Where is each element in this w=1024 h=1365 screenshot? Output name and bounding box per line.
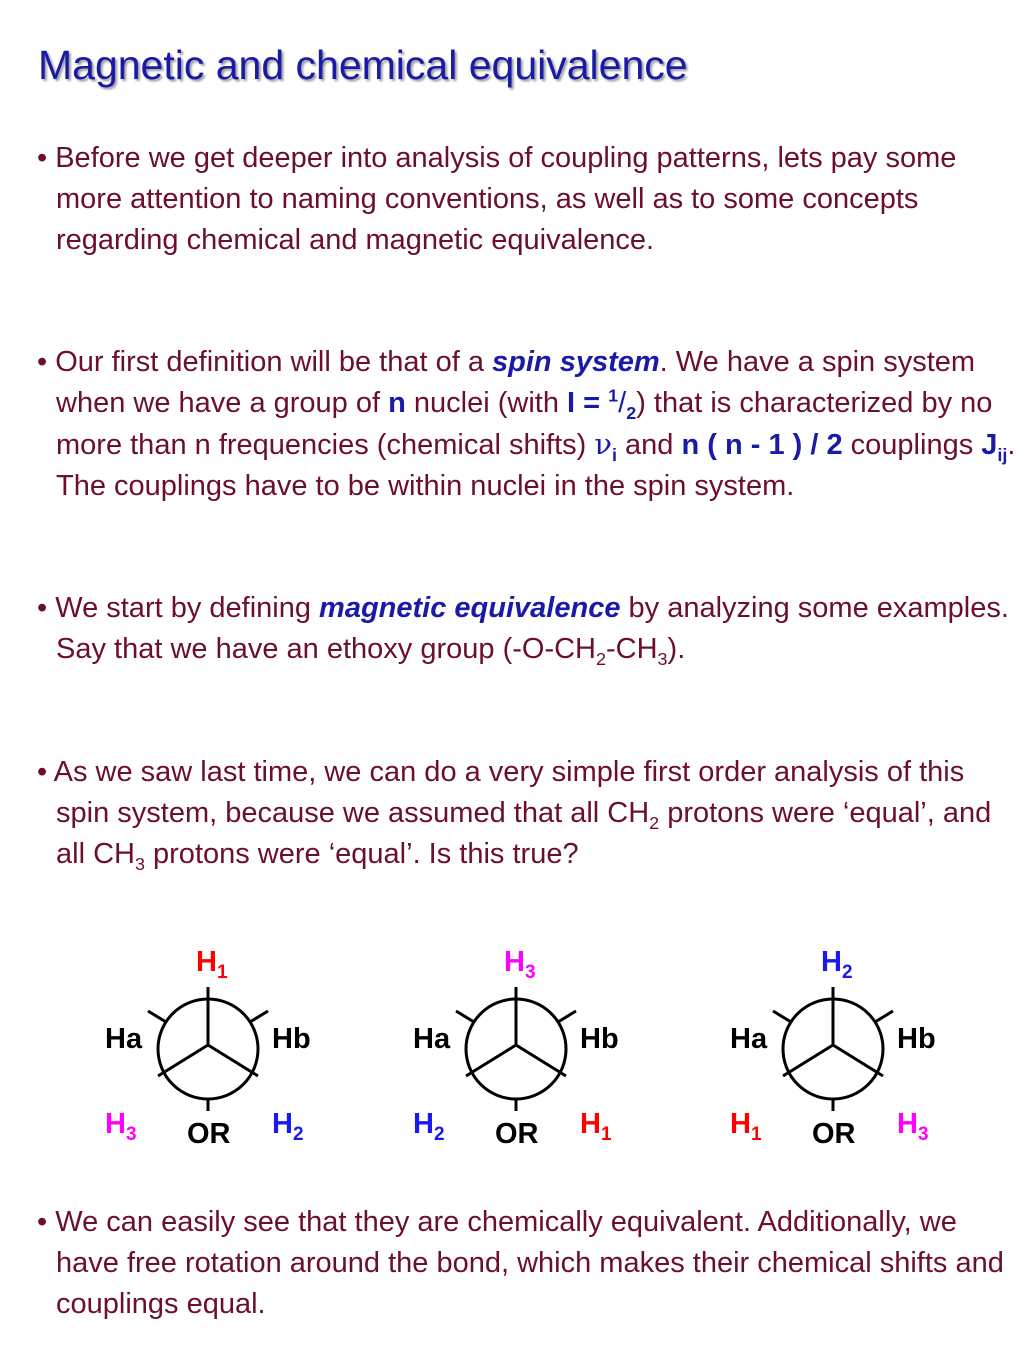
nu-subscript: i xyxy=(611,444,617,465)
newman-projection-1 xyxy=(105,946,311,1150)
label-right-down: $H_2$ xyxy=(272,1108,304,1145)
fraction-slash: / xyxy=(618,387,627,419)
j-subscript: ij xyxy=(997,444,1008,465)
label-bottom: OR xyxy=(812,1118,856,1150)
term-spin-system: spin system xyxy=(492,346,660,378)
bullet: • xyxy=(37,592,48,624)
paragraph-magnetic-equivalence xyxy=(37,588,1016,670)
newman-projection-3 xyxy=(730,946,936,1150)
text-run: and xyxy=(616,429,682,461)
label-top: $H_3$ xyxy=(504,946,536,983)
text-run: protons were ‘equal’. Is this true? xyxy=(144,838,579,870)
paragraph-text: Before we get deeper into analysis of coupling patterns, lets pay some more attention to naming conventions, as well as to some concepts regarding chemical and magnetic equivalence. xyxy=(55,142,957,256)
front-bond xyxy=(833,1045,883,1076)
front-bond xyxy=(158,1045,208,1076)
back-bond xyxy=(558,1011,576,1022)
label-left-down: $H_2$ xyxy=(413,1108,445,1145)
back-bond xyxy=(250,1011,268,1022)
label-left-down: $H_1$ xyxy=(730,1108,762,1145)
text-run: As we saw last time, we can do a very simple first order analysis of this spin system, because we assumed that all CH xyxy=(53,756,965,829)
front-bond xyxy=(208,1045,258,1076)
paragraph-text: We can easily see that they are chemically equivalent. Additionally, we have free rotation around the bond, which makes their chemical shifts and couplings equal. xyxy=(55,1206,1004,1320)
text-run: nuclei (with xyxy=(405,387,568,419)
label-right-up: Hb xyxy=(272,1023,311,1055)
nu-glyph: ν xyxy=(594,427,612,461)
symbol-nu xyxy=(594,427,617,465)
back-bond xyxy=(773,1011,791,1022)
label-top: $H_2$ xyxy=(821,946,853,983)
fraction-denominator: 2 xyxy=(626,402,637,423)
back-bond xyxy=(456,1011,474,1022)
bullet: • xyxy=(37,142,48,174)
bullet: • xyxy=(37,756,48,788)
paragraph-chemical-equivalence xyxy=(37,1202,1016,1325)
back-bond xyxy=(148,1011,166,1022)
label-right-up: Hb xyxy=(897,1023,936,1055)
paragraph-naming-conventions xyxy=(37,138,1016,261)
bullet: • xyxy=(37,346,48,378)
front-bond xyxy=(516,1045,566,1076)
spin-label: I = xyxy=(567,387,609,419)
text-run: couplings xyxy=(842,429,982,461)
text-run: ). xyxy=(667,633,686,665)
term-magnetic-equivalence: magnetic equivalence xyxy=(319,592,621,624)
symbol-j xyxy=(981,429,1008,465)
label-bottom: OR xyxy=(495,1118,539,1150)
text-run: protons were ‘equal’, and all CH xyxy=(56,797,992,870)
subscript: 3 xyxy=(657,648,668,669)
label-right-down: $H_3$ xyxy=(897,1108,929,1145)
label-left-up: Ha xyxy=(730,1023,768,1055)
text-run: . The couplings have to be within nuclei in the spin system. xyxy=(56,429,1016,502)
newman-projection-2 xyxy=(413,946,619,1150)
text-run: by analyzing some examples. Say that we have an ethoxy group (-O-CH xyxy=(56,592,1009,665)
label-top: $H_1$ xyxy=(196,946,228,983)
label-left-up: Ha xyxy=(413,1023,451,1055)
bullet: • xyxy=(37,1206,48,1238)
front-bond xyxy=(466,1045,516,1076)
fraction-numerator: 1 xyxy=(608,385,619,406)
label-left-down: $H_3$ xyxy=(105,1108,137,1145)
label-right-down: $H_1$ xyxy=(580,1108,612,1145)
subscript: 3 xyxy=(134,853,145,874)
text-run: We start by defining xyxy=(55,592,320,624)
text-run: Our first definition will be that of a xyxy=(55,346,493,378)
subscript: 2 xyxy=(649,812,660,833)
text-run: ) that is characterized by no more than n frequencies (chemical shifts) xyxy=(56,387,993,461)
newman-projections xyxy=(0,935,1024,1160)
page-title: Magnetic and chemical equivalence xyxy=(38,42,688,88)
symbol-n: n xyxy=(388,387,406,419)
front-bond xyxy=(783,1045,833,1076)
coupling-formula: n ( n - 1 ) / 2 xyxy=(681,429,843,461)
back-bond xyxy=(875,1011,893,1022)
spin-value xyxy=(567,385,637,423)
label-bottom: OR xyxy=(187,1118,231,1150)
paragraph-spin-system xyxy=(37,342,1016,507)
subscript: 2 xyxy=(595,648,606,669)
text-run: . We have a spin system when we have a group of xyxy=(56,346,976,419)
j-glyph: J xyxy=(981,429,998,461)
label-right-up: Hb xyxy=(580,1023,619,1055)
paragraph-first-order-analysis xyxy=(37,752,1016,875)
label-left-up: Ha xyxy=(105,1023,143,1055)
text-run: -CH xyxy=(605,633,658,665)
